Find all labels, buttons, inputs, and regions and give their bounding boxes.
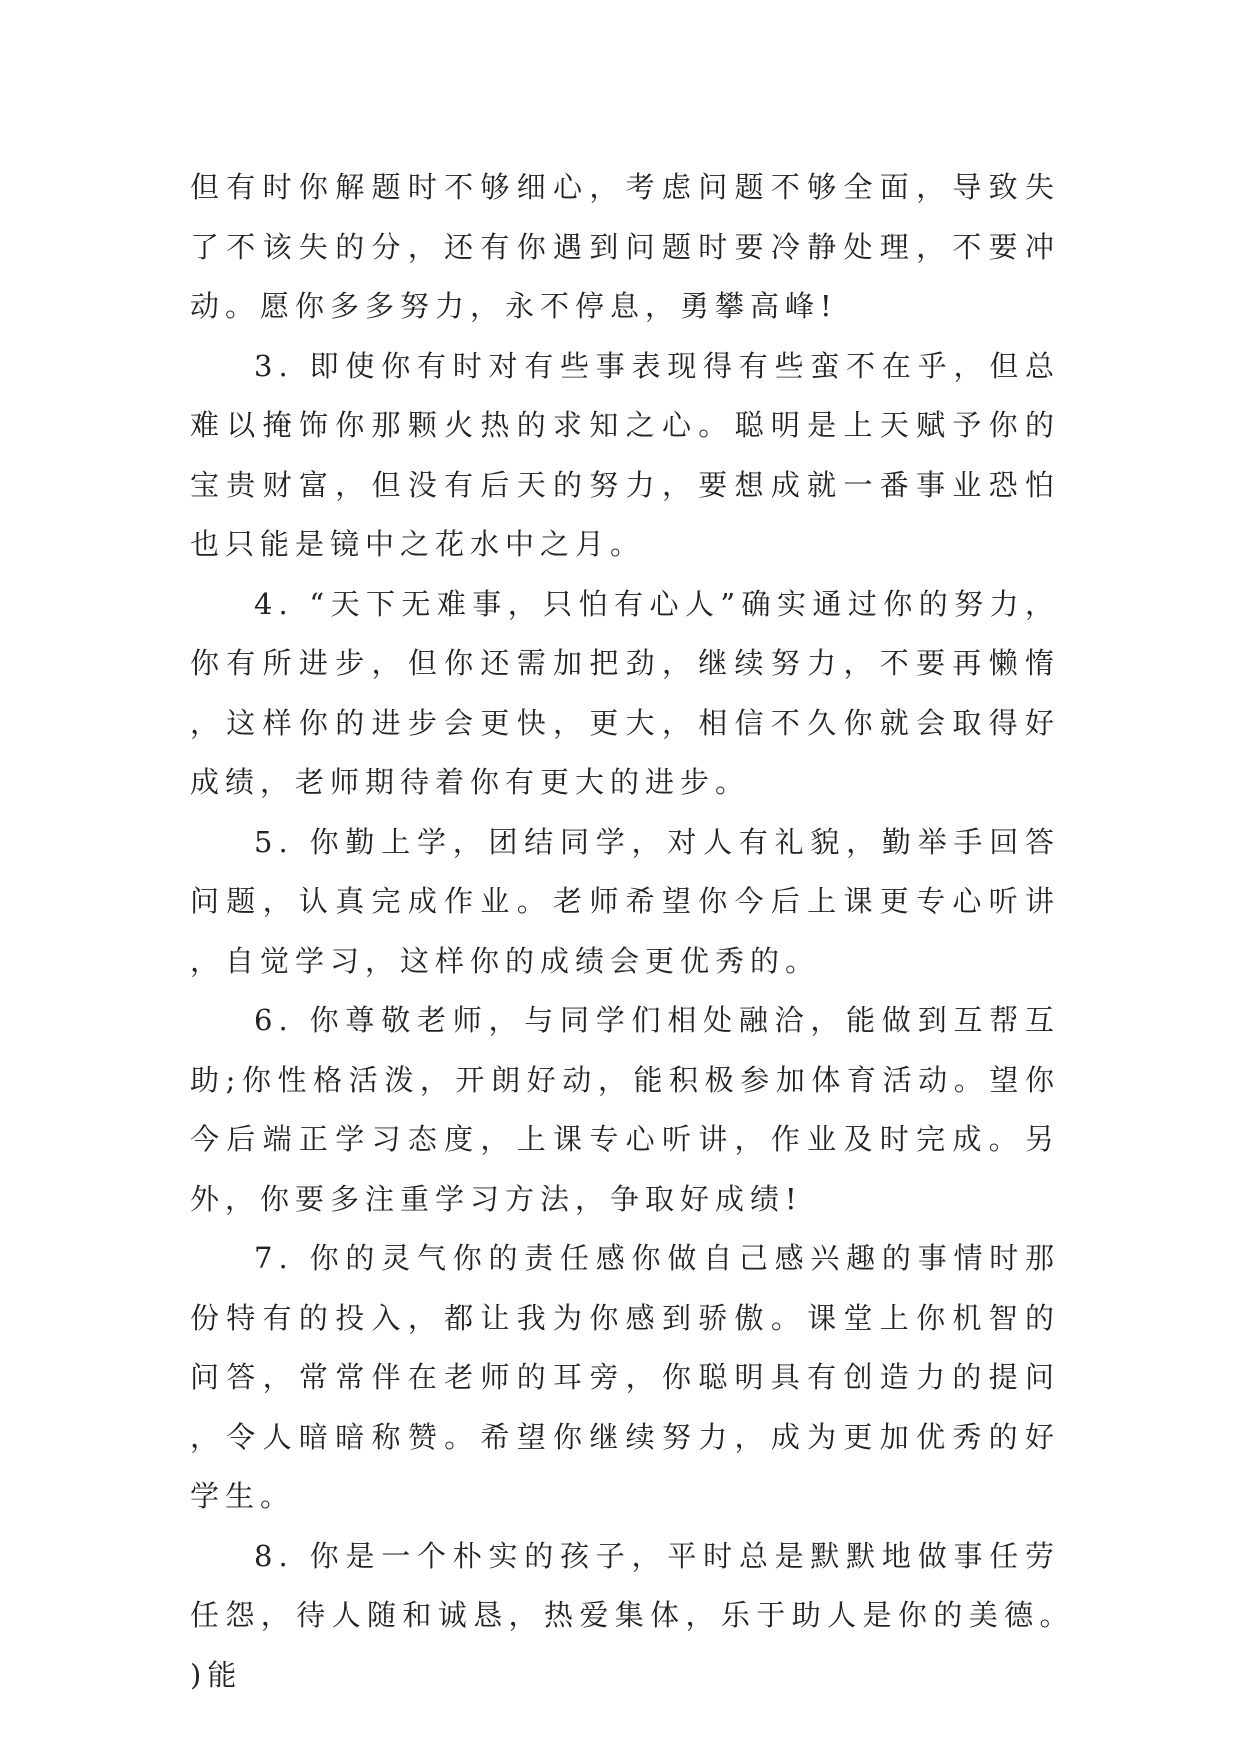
paragraph-comment-4: 4. “天下无难事，只怕有心人”确实通过你的努力，你有所进步，但你还需加把劲，继续努力，不要再懒惰，这样你的进步会更快，更大，相信不久你就会取得好成绩，老师期待着你有更大的进步。 bbox=[190, 586, 1060, 799]
paragraph-comment-5: 5. 你勤上学，团结同学，对人有礼貌，勤举手回答问题，认真完成作业。老师希望你今后上课更专心听讲，自觉学习，这样你的成绩会更优秀的。 bbox=[190, 824, 1060, 978]
paragraph-comment-8: 8. 你是一个朴实的孩子，平时总是默默地做事任劳任怨，待人随和诚恳，热爱集体，乐于助人是你的美德。)能 bbox=[190, 1538, 1060, 1692]
paragraph-comment-3: 3. 即使你有时对有些事表现得有些蛮不在乎，但总难以掩饰你那颗火热的求知之心。聪明是上天赋予你的宝贵财富，但没有后天的努力，要想成就一番事业恐怕也只能是镜中之花水中之月。 bbox=[190, 348, 1060, 561]
paragraph-comment-6: 6. 你尊敬老师，与同学们相处融洽，能做到互帮互助;你性格活泼，开朗好动，能积极参加体育活动。望你今后端正学习态度，上课专心听讲，作业及时完成。另外，你要多注重学习方法，争取好成绩! bbox=[190, 1003, 1060, 1216]
document-body bbox=[190, 158, 1060, 1705]
paragraph-comment-7: 7. 你的灵气你的责任感你做自己感兴趣的事情时那份特有的投入，都让我为你感到骄傲。课堂上你机智的问答，常常伴在老师的耳旁，你聪明具有创造力的提问，令人暗暗称赞。希望你继续努力，成为更加优秀的好学生。 bbox=[190, 1241, 1060, 1513]
paragraph-continuation: 但有时你解题时不够细心，考虑问题不够全面，导致失了不该失的分，还有你遇到问题时要冷静处理，不要冲动。愿你多多努力，永不停息，勇攀高峰! bbox=[190, 170, 1060, 323]
